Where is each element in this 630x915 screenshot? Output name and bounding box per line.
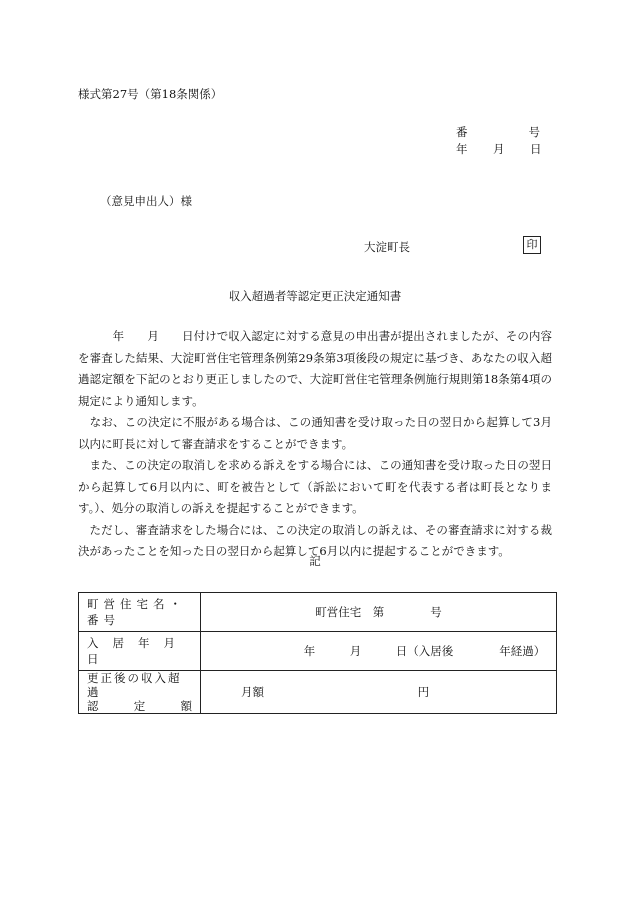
seal-mark: 印: [523, 236, 541, 254]
number-label-ban: 番: [456, 125, 468, 139]
label-char: 定: [133, 699, 146, 713]
date-year: 年: [456, 142, 468, 156]
move-in-date-label: 入居年月日: [79, 632, 201, 671]
table-row: [79, 632, 557, 671]
label-char: 額: [180, 699, 192, 713]
monthly-label: 月額: [241, 685, 264, 699]
body-text: [78, 326, 552, 563]
note-heading: 記: [309, 554, 321, 568]
yen-label: 円: [417, 685, 430, 699]
table-row: [79, 671, 557, 714]
date-month: 月: [493, 142, 505, 156]
number-label-go: 号: [528, 125, 540, 139]
table-row: [79, 593, 557, 632]
form-number: 様式第27号（第18条関係）: [78, 87, 223, 101]
corrected-amount-label-line1: 更正後の収入超過: [87, 671, 182, 699]
move-in-date-value: 年 月 日（入居後 年経過）: [201, 632, 557, 671]
detail-table: [78, 592, 557, 714]
housing-name-label: 町営住宅名・番号: [79, 593, 201, 632]
document-title: 収入超過者等認定更正決定通知書: [228, 289, 402, 303]
label-char: 認: [87, 699, 99, 713]
paragraph-3: また、この決定の取消しを求める訴えをする場合には、この通知書を受け取った日の翌日から起算して6月以内に、町を被告として（訴訟において町を代表する者は町長となります。）、処分の取消しの訴えを提起することができます。: [78, 458, 552, 515]
date-day: 日: [530, 142, 542, 156]
issuer-name: 大淀町長: [364, 240, 410, 254]
paragraph-4: ただし、審査請求をした場合には、この決定の取消しの訴えは、その審査請求に対する裁決があったことを知った日の翌日から起算して6月以内に提起することができます。: [78, 522, 552, 558]
paragraph-2: なお、この決定に不服がある場合は、この通知書を受け取った日の翌日から起算して3月以内に町長に対して審査請求をすることができます。: [78, 415, 552, 451]
corrected-amount-label-line2: [87, 699, 192, 713]
corrected-amount-value: [201, 671, 557, 714]
addressee: （意見申出人）様: [100, 194, 192, 208]
housing-name-value: 町営住宅 第 号: [201, 593, 557, 632]
paragraph-1: 年 月 日付けで収入認定に対する意見の申出書が提出されましたが、その内容を審査した結果、大淀町営住宅管理条例第29条第3項後段の規定に基づき、あなたの収入超過認定額を下記のとおり更正しましたので、大淀町営住宅管理条例施行規則第18条第4項の規定により通知します。: [78, 329, 552, 408]
corrected-amount-label: [79, 671, 201, 714]
